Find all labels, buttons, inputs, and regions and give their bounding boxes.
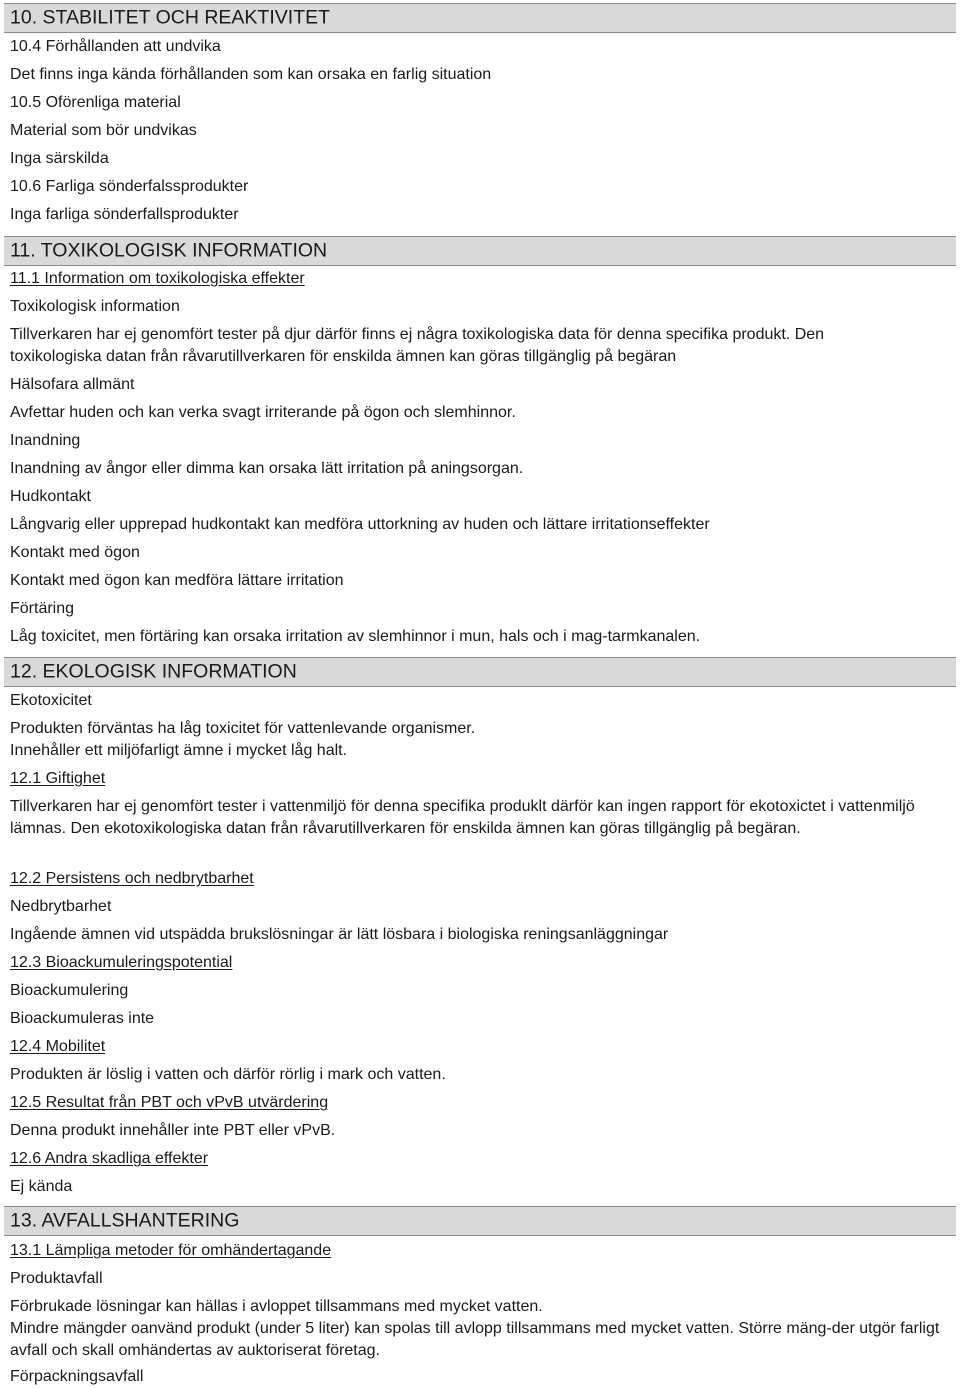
- subsection-10-5-text: Inga särskilda: [10, 150, 109, 167]
- tox-info-text-line-2: toxikologiska datan från råvarutillverkaren för enskilda ämnen kan göras tillgänglig på begäran: [10, 348, 677, 365]
- pbt-text: Denna produkt innehåller inte PBT eller vPvB.: [10, 1122, 336, 1139]
- tox-info-heading: Toxikologisk information: [10, 298, 180, 315]
- subsection-10-6-text: Inga farliga sönderfallsprodukter: [10, 206, 239, 223]
- inhalation-heading: Inandning: [10, 432, 81, 449]
- bioaccumulation-heading: Bioackumulering: [10, 982, 129, 999]
- product-waste-text-line-1: Förbrukade lösningar kan hällas i avloppet tillsammans med mycket vatten.: [10, 1298, 543, 1315]
- section-12-title: 12. EKOLOGISK INFORMATION: [10, 660, 297, 683]
- section-10-title: 10. STABILITET OCH REAKTIVITET: [10, 6, 331, 29]
- health-hazard-text: Avfettar huden och kan verka svagt irriterande på ögon och slemhinnor.: [10, 404, 516, 421]
- subsection-10-5-subheading: Material som bör undvikas: [10, 122, 197, 139]
- degradability-text: Ingående ämnen vid utspädda brukslösningar är lätt lösbara i biologiska reningsanläggningar: [10, 926, 669, 943]
- mobility-text: Produkten är löslig i vatten och därför rörlig i mark och vatten.: [10, 1066, 446, 1083]
- skin-contact-heading: Hudkontakt: [10, 488, 91, 505]
- product-waste-heading: Produktavfall: [10, 1270, 103, 1287]
- ingestion-text: Låg toxicitet, men förtäring kan orsaka irritation av slemhinnor i mun, hals och i mag-tarmkanalen.: [10, 628, 701, 645]
- section-11-title: 11. TOXIKOLOGISK INFORMATION: [10, 239, 328, 262]
- section-11-header: [4, 236, 956, 266]
- subsection-12-1-text: Tillverkaren har ej genomfört tester i vattenmiljö för denna specifika produklt därför kan ingen rapport för ekotoxictet i vattenmiljö lämnas. Den ekotoxikologiska datan från råvarutillverkaren för enskilda ämnen kan göras tillgänglig på begäran.: [10, 798, 915, 837]
- subsection-12-2-heading: 12.2 Persistens och nedbrytbarhet: [10, 870, 254, 887]
- degradability-heading: Nedbrytbarhet: [10, 898, 112, 915]
- subsection-10-4-text: Det finns inga kända förhållanden som kan orsaka en farlig situation: [10, 66, 492, 83]
- subsection-10-4-heading: 10.4 Förhållanden att undvika: [10, 38, 221, 55]
- product-waste-text-line-2: Mindre mängder oanvänd produkt (under 5 liter) kan spolas till avlopp tillsammans med mycket vatten. Större mäng-der utgör farligt avfall och skall omhändertas av auktoriserat företag.: [10, 1320, 940, 1359]
- section-13-header: [4, 1206, 956, 1236]
- subsection-10-6-heading: 10.6 Farliga sönderfalssprodukter: [10, 178, 249, 195]
- ecotoxicity-text-line-2: Innehåller ett miljöfarligt ämne i mycket låg halt.: [10, 742, 348, 759]
- eye-contact-text: Kontakt med ögon kan medföra lättare irritation: [10, 572, 344, 589]
- subsection-12-4-heading: 12.4 Mobilitet: [10, 1038, 106, 1055]
- subsection-10-5-heading: 10.5 Oförenliga material: [10, 94, 181, 111]
- bioaccumulation-text: Bioackumuleras inte: [10, 1010, 155, 1027]
- packaging-waste-heading: Förpackningsavfall: [10, 1368, 144, 1385]
- inhalation-text: Inandning av ångor eller dimma kan orsaka lätt irritation på aningsorgan.: [10, 460, 524, 477]
- subsection-12-3-heading: 12.3 Bioackumuleringspotential: [10, 954, 233, 971]
- skin-contact-text: Långvarig eller upprepad hudkontakt kan medföra uttorkning av huden och lättare irritationseffekter: [10, 516, 710, 533]
- subsection-12-5-heading: 12.5 Resultat från PBT och vPvB utvärdering: [10, 1094, 329, 1111]
- ingestion-heading: Förtäring: [10, 600, 75, 617]
- subsection-11-1-heading: 11.1 Information om toxikologiska effekter: [10, 270, 305, 287]
- subsection-12-6-heading: 12.6 Andra skadliga effekter: [10, 1150, 209, 1167]
- ecotoxicity-heading: Ekotoxicitet: [10, 692, 92, 709]
- health-hazard-heading: Hälsofara allmänt: [10, 376, 135, 393]
- tox-info-text-line-1: Tillverkaren har ej genomfört tester på djur därför finns ej några toxikologiska data för denna specifika produkt. Den: [10, 326, 825, 343]
- subsection-13-1-heading: 13.1 Lämpliga metoder för omhändertagande: [10, 1242, 332, 1259]
- section-13-title: 13. AVFALLSHANTERING: [10, 1209, 240, 1232]
- subsection-12-1-heading: 12.1 Giftighet: [10, 770, 106, 787]
- section-12-header: [4, 657, 956, 687]
- eye-contact-heading: Kontakt med ögon: [10, 544, 140, 561]
- other-effects-text: Ej kända: [10, 1178, 73, 1195]
- ecotoxicity-text-line-1: Produkten förväntas ha låg toxicitet för vattenlevande organismer.: [10, 720, 476, 737]
- section-10-header: [4, 3, 956, 33]
